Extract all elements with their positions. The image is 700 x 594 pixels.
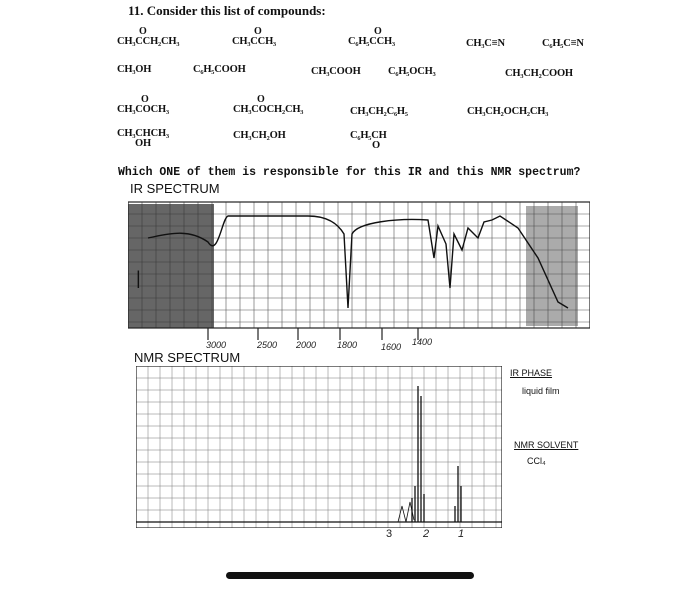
ir-spectrum-label: IR SPECTRUM: [130, 181, 220, 196]
ir-phase-value: liquid film: [522, 386, 560, 396]
question-title: 11. Consider this list of compounds:: [128, 3, 326, 18]
ir-tick-label-3000: 3000: [206, 340, 227, 350]
nmr-spectrum-plot: [136, 366, 502, 528]
ir-phase-label: IR PHASE: [510, 368, 553, 378]
nmr-solvent-value: CCl₄: [527, 456, 546, 466]
question-text: Which ONE of them is responsible for this IR and this NMR spectrum?: [118, 166, 581, 179]
compound-acetone: O CH₃CCH₃: [232, 26, 276, 47]
compound-diethyl-ether: CH₃CH₂OCH₂CH₃: [467, 106, 549, 117]
carbonyl-oxygen: O: [374, 26, 382, 37]
compound-butanone-condensed: O CH₃COCH₂CH₃: [233, 94, 304, 115]
compound-acetic-acid: CH₃COOH: [311, 66, 361, 77]
nmr-spectrum-label: NMR SPECTRUM: [134, 350, 241, 365]
carbonyl-oxygen: O: [139, 26, 147, 37]
compound-ethanol: CH₃CH₂OH: [233, 130, 286, 141]
nmr-integration-3: 3: [386, 528, 393, 540]
compound-propanoic-acid: CH₃CH₂COOH: [505, 68, 573, 79]
compound-acetophenone: O C₆H₅CCH₃: [348, 26, 395, 47]
ir-dark-region-right: [526, 206, 578, 326]
carbonyl-oxygen: O: [254, 26, 262, 37]
ir-pen-mark: |: [136, 268, 141, 288]
ir-tick-label-1600: 1600: [381, 342, 402, 352]
compound-benzaldehyde: C₆H₅CH O: [350, 130, 387, 151]
nmr-integration-1: 1: [458, 528, 465, 540]
compound-butanone: O CH₃CCH₂CH₃: [117, 26, 180, 47]
hydroxyl-substituent: OH: [135, 138, 151, 149]
nmr-solvent-label: NMR SOLVENT: [514, 440, 579, 450]
ir-tick-label-2000: 2000: [296, 340, 317, 350]
compound-benzoic-acid: C₆H₅COOH: [193, 64, 246, 75]
compound-benzonitrile: C₆H₅C≡N: [542, 38, 584, 49]
carbonyl-oxygen: O: [372, 140, 380, 151]
compound-acetonitrile: CH₃C≡N: [466, 38, 505, 49]
compound-ethylbenzene: CH₃CH₂C₆H₅: [350, 106, 408, 117]
ir-tick-label-2500: 2500: [257, 340, 278, 350]
compound-methanol: CH₃OH: [117, 64, 152, 75]
ir-dark-region: [128, 204, 214, 328]
compound-anisole: C₆H₅OCH₃: [388, 66, 436, 77]
ir-spectrum-plot: [128, 198, 590, 344]
carbonyl-oxygen: O: [257, 94, 265, 105]
home-indicator-bar: [226, 572, 474, 579]
ir-tick-label-1400: 1400: [412, 337, 433, 347]
nmr-integration-2: 2: [423, 528, 430, 540]
compound-isopropanol: CH₃CHCH₃ OH: [117, 128, 169, 149]
carbonyl-oxygen: O: [141, 94, 149, 105]
compound-acetone-condensed: O CH₃COCH₃: [117, 94, 169, 115]
ir-tick-label-1800: 1800: [337, 340, 358, 350]
